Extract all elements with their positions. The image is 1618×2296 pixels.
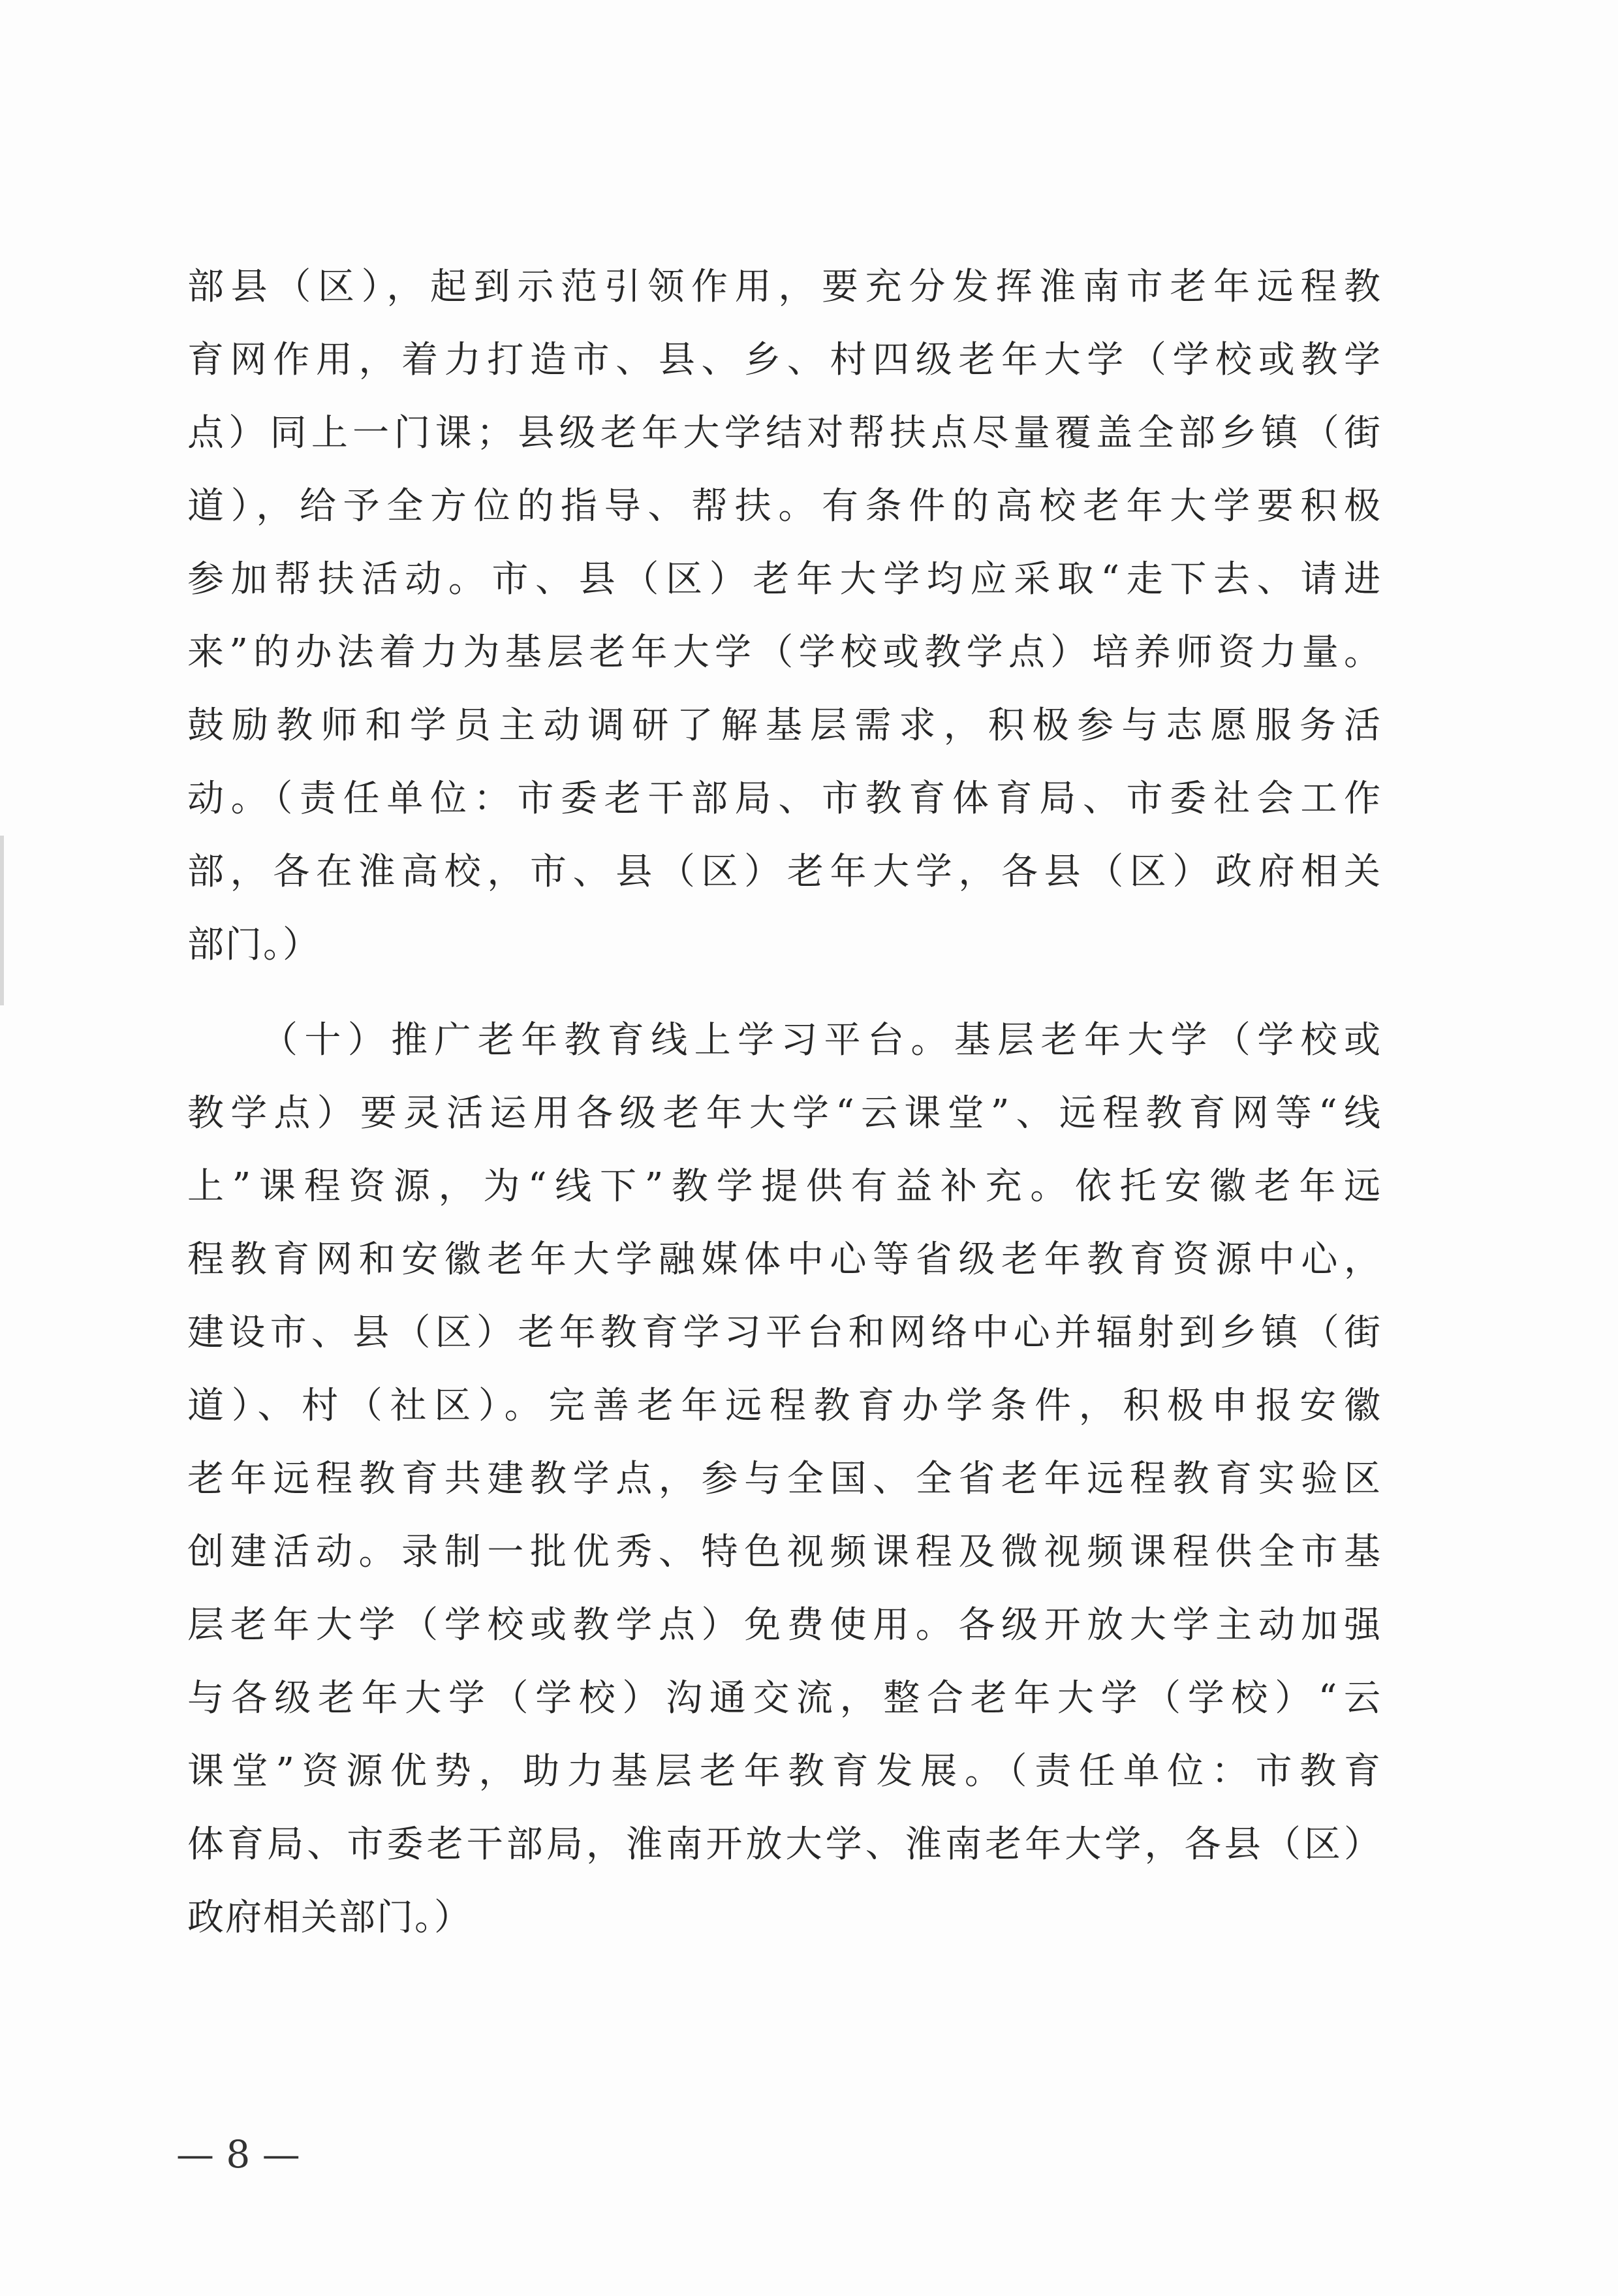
text-line: 课堂”资源优势，助力基层老年教育发展。（责任单位：市教育 bbox=[187, 1750, 1382, 1793]
text-line: 创建活动。录制一批优秀、特色视频课程及微视频课程供全市基 bbox=[187, 1531, 1382, 1573]
text-line: 部，各在淮高校，市、县（区）老年大学，各县（区）政府相关 bbox=[187, 851, 1382, 893]
text-line: 政府相关部门。） bbox=[187, 1896, 472, 1939]
text-line: 建设市、县（区）老年教育学习平台和网络中心并辐射到乡镇（街 bbox=[187, 1312, 1382, 1354]
text-line: 老年远程教育共建教学点，参与全国、全省老年远程教育实验区 bbox=[187, 1458, 1382, 1500]
text-line: 参加帮扶活动。市、县（区）老年大学均应采取“走下去、请进 bbox=[187, 558, 1382, 601]
text-line: 道）、村（社区）。完善老年远程教育办学条件，积极申报安徽 bbox=[187, 1385, 1382, 1427]
text-line: 程教育网和安徽老年大学融媒体中心等省级老年教育资源中心， bbox=[187, 1238, 1382, 1281]
text-line: 体育局、市委老干部局，淮南开放大学、淮南老年大学，各县（区） bbox=[187, 1823, 1382, 1866]
text-line: 动。（责任单位：市委老干部局、市教育体育局、市委社会工作 bbox=[187, 778, 1382, 820]
text-line: 育网作用，着力打造市、县、乡、村四级老年大学（学校或教学 bbox=[187, 339, 1382, 381]
scan-edge-mark bbox=[0, 836, 4, 1005]
text-line: 道），给予全方位的指导、帮扶。有条件的高校老年大学要积极 bbox=[187, 485, 1382, 527]
text-line: 部县（区），起到示范引领作用，要充分发挥淮南市老年远程教 bbox=[187, 266, 1382, 308]
section-heading-line: （十）推广老年教育线上学习平台。基层老年大学（学校或 bbox=[261, 1019, 1382, 1062]
text-line: 上”课程资源，为“线下”教学提供有益补充。依托安徽老年远 bbox=[187, 1165, 1382, 1208]
text-line: 鼓励教师和学员主动调研了解基层需求，积极参与志愿服务活 bbox=[187, 704, 1382, 747]
text-line: 来”的办法着力为基层老年大学（学校或教学点）培养师资力量。 bbox=[187, 631, 1382, 674]
text-line: 部门。） bbox=[187, 924, 320, 966]
page-number: — 8 — bbox=[176, 2132, 300, 2177]
text-line: 教学点）要灵活运用各级老年大学“云课堂”、远程教育网等“线 bbox=[187, 1092, 1382, 1135]
text-line: 与各级老年大学（学校）沟通交流，整合老年大学（学校）“云 bbox=[187, 1677, 1382, 1720]
text-line: 点）同上一门课；县级老年大学结对帮扶点尽量覆盖全部乡镇（街 bbox=[187, 412, 1382, 454]
text-line: 层老年大学（学校或教学点）免费使用。各级开放大学主动加强 bbox=[187, 1604, 1382, 1646]
